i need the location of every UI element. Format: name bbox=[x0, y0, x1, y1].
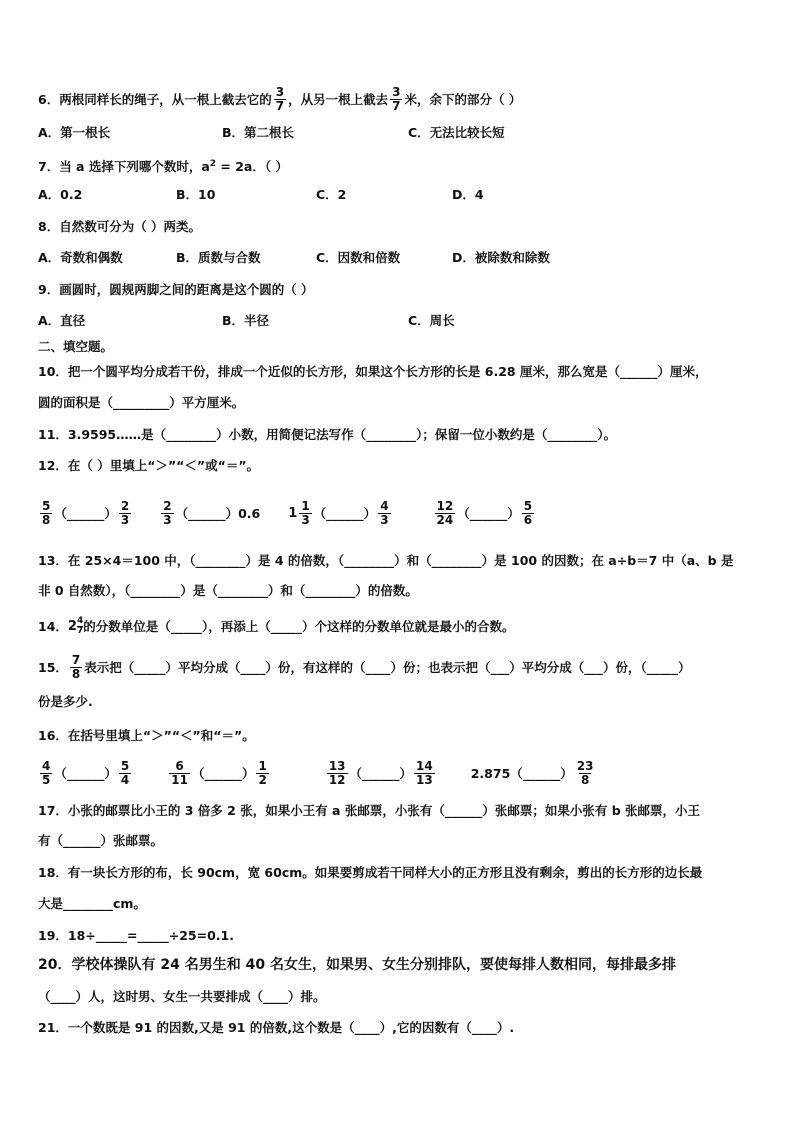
answer-blank[interactable]: （______） bbox=[54, 506, 117, 521]
option-a: A．0.2 bbox=[38, 187, 83, 202]
option-d: D．4 bbox=[452, 187, 484, 202]
question-18-line-1: 18．有一块长方形的布，长 90cm，宽 60cm。如果要剪成若干同样大小的正方形且没有剩余，剪出的长方形的边长最 bbox=[38, 865, 703, 880]
question-14: 14． 2 4 7 的分数单位是（_____），再添上（_____）个这样的分数单位就是最小的合数。 bbox=[38, 615, 515, 636]
question-17-line-1: 17．小张的邮票比小王的 3 倍多 2 张，如果小王有 a 张邮票，小张有（______）张邮票；如果小张有 b 张邮票，小王 bbox=[38, 803, 700, 818]
question-15-line-1: 15． $\frac{7}{8}$ 表示把（_____）平均分成（____）份，有这样的（____）份；也表示把（___）平均分成（___）份，（_____） bbox=[38, 652, 691, 681]
option-a: A．奇数和偶数 bbox=[38, 250, 123, 265]
fraction: $\frac{5}{6}$ bbox=[523, 498, 533, 527]
fraction: $\frac{4}{5}$ bbox=[42, 758, 51, 787]
fraction: $\frac{13}{12}$ bbox=[328, 758, 346, 787]
comparison-row-12: $\frac{5}{8}$ （______） $\frac{2}{3}$ $\frac{2}{3}$ （______） 0.6 1 $\frac{1}{3}$ （______） $\frac{4}{3}$ $\frac{12}{24}$ （______） $\frac{5}{6}$ bbox=[42, 498, 533, 527]
answer-blank[interactable]: （______） bbox=[54, 766, 117, 781]
fraction: $\frac{12}{24}$ bbox=[436, 498, 454, 527]
option-c: C．2 bbox=[316, 187, 347, 202]
fraction: $\frac{7}{8}$ bbox=[71, 652, 81, 681]
answer-blank[interactable]: （______） bbox=[313, 506, 377, 521]
fraction: $\frac{23}{8}$ bbox=[576, 758, 594, 787]
answer-blank[interactable]: （______） bbox=[175, 506, 239, 521]
option-c: C．因数和倍数 bbox=[316, 250, 401, 265]
question-7: 7．当 a 选择下列哪个数时，$a^2 = 2a$．（ ） bbox=[38, 159, 288, 175]
question-10-line-2: 圆的面积是（_________）平方厘米。 bbox=[38, 395, 245, 410]
question-17-line-2: 有（______）张邮票。 bbox=[38, 833, 164, 848]
fraction: $\frac{4}{3}$ bbox=[380, 498, 389, 527]
question-11: 11．3.9595……是（________）小数，用简便记法写作（________）；保留一位小数约是（________）。 bbox=[38, 427, 617, 442]
option-b: B．半径 bbox=[222, 313, 270, 328]
fraction: $\frac{2}{3}$ bbox=[163, 498, 172, 527]
fraction: $\frac{1}{2}$ bbox=[258, 758, 267, 787]
option-b: B．10 bbox=[176, 187, 216, 202]
question-16: 16．在括号里填上“＞”“＜”和“＝”。 bbox=[38, 728, 255, 743]
option-b: B．第二根长 bbox=[222, 125, 295, 140]
question-15-line-2: 份是多少. bbox=[38, 694, 93, 709]
question-12: 12．在（ ）里填上“＞”“＜”或“＝”。 bbox=[38, 458, 260, 473]
question-8: 8．自然数可分为（ ）两类。 bbox=[38, 219, 202, 234]
fraction: $\frac{5}{4}$ bbox=[120, 758, 130, 787]
question-6: 6． 两根同样长的绳子，从一根上截去它的 $\frac{3}{7}$ ，从另一根上截去 $\frac{3}{7}$ 米，余下的部分（ ） bbox=[38, 84, 522, 113]
question-21: 21．一个数既是 91 的因数,又是 91 的倍数,这个数是（____）,它的因数有（____）. bbox=[38, 1020, 515, 1035]
answer-blank[interactable]: （______） bbox=[191, 766, 255, 781]
option-c: C．无法比较长短 bbox=[408, 125, 505, 140]
fraction: $\frac{6}{11}$ bbox=[171, 758, 188, 787]
question-18-line-2: 大是________cm。 bbox=[38, 896, 146, 911]
comparison-row-16: $\frac{4}{5}$ （______） $\frac{5}{4}$ $\frac{6}{11}$ （______） $\frac{1}{2}$ $\frac{13}{12}$ （______） $\frac{14}{13}$ 2.875 （______） $\frac{23}{8}$ bbox=[42, 758, 594, 787]
answer-blank[interactable]: （______） bbox=[510, 766, 573, 781]
fraction: $\frac{14}{13}$ bbox=[416, 758, 433, 787]
fraction: $\frac{2}{3}$ bbox=[120, 498, 130, 527]
option-a: A．第一根长 bbox=[38, 125, 111, 140]
question-13-line-2: 非 0 自然数），（________）是（________）和（________）的倍数。 bbox=[38, 583, 418, 598]
question-20-line-2: （____）人，这时男、女生一共要排成（____）排。 bbox=[38, 989, 326, 1004]
answer-blank[interactable]: （______） bbox=[349, 766, 413, 781]
option-a: A．直径 bbox=[38, 313, 86, 328]
question-19: 19．18÷_____=_____÷25=0.1. bbox=[38, 928, 234, 943]
question-13-line-1: 13．在 25×4＝100 中，（________）是 4 的倍数，（________）和（________）是 100 的因数；在 a÷b＝7 中（a、b 是 bbox=[38, 553, 734, 568]
section-heading: 二、填空题。 bbox=[38, 339, 114, 354]
question-20-line-1: 20．学校体操队有 24 名男生和 40 名女生，如果男、女生分别排队，要使每排人数相同，每排最多排 bbox=[38, 957, 676, 973]
fraction: $\frac{3}{7}$ bbox=[275, 84, 285, 113]
answer-blank[interactable]: （______） bbox=[457, 506, 520, 521]
fraction: $\frac{5}{8}$ bbox=[42, 498, 51, 527]
question-9: 9．画圆时，圆规两脚之间的距离是这个圆的（ ） bbox=[38, 282, 314, 297]
option-c: C．周长 bbox=[408, 313, 455, 328]
fraction: $\frac{1}{3}$ bbox=[301, 498, 310, 527]
option-b: B．质数与合数 bbox=[176, 250, 261, 265]
option-d: D．被除数和除数 bbox=[452, 250, 550, 265]
fraction: 4 7 bbox=[76, 615, 84, 636]
question-10-line-1: 10．把一个圆平均分成若干份，排成一个近似的长方形，如果这个长方形的长是 6.28 厘米，那么宽是（______）厘米， bbox=[38, 364, 708, 379]
fraction: $\frac{3}{7}$ bbox=[392, 84, 401, 113]
